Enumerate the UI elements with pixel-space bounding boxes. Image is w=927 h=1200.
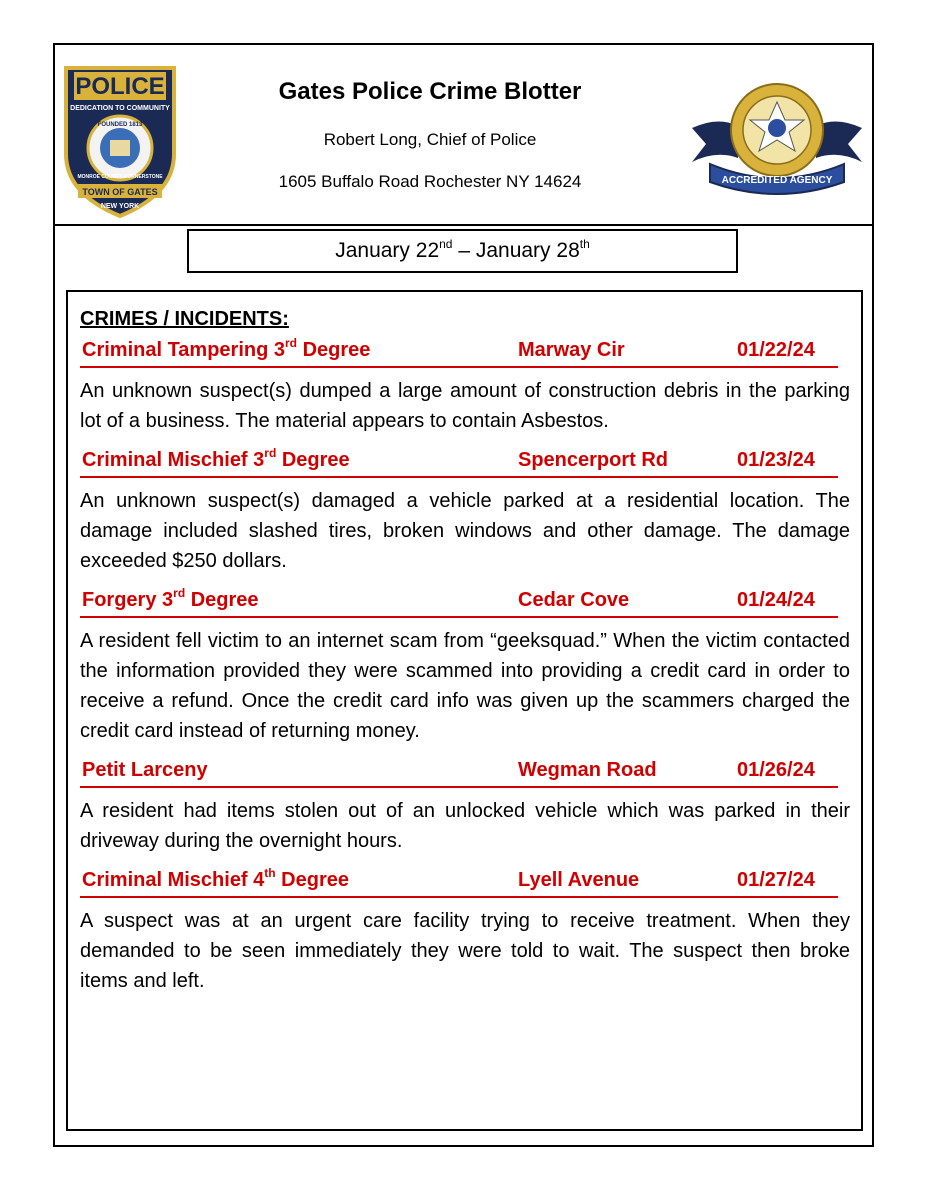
chief-name: Robert Long, Chief of Police — [323, 130, 537, 149]
accreditation-seal-logo — [688, 80, 866, 200]
incident-item — [80, 448, 849, 576]
address: 1605 Buffalo Road Rochester NY 14624 — [278, 172, 582, 191]
badge-founded: FOUNDED 1813 — [97, 122, 143, 128]
police-badge-logo — [60, 62, 180, 220]
badge-state: NEW YORK — [100, 203, 140, 210]
date-end: January 28 — [475, 239, 580, 262]
incident-type: Petit Larceny — [82, 759, 208, 781]
date-end-suffix: th — [579, 237, 590, 251]
incident-item — [80, 588, 849, 746]
date-start: January 22 — [335, 239, 440, 262]
badge-top-text: POLICE — [75, 73, 165, 100]
incident-date: 01/23/24 — [737, 449, 815, 471]
incidents-panel — [66, 290, 863, 1131]
incident-location: Lyell Avenue — [518, 869, 640, 891]
incident-description: A resident had items stolen out of an unlocked vehicle which was parked in their driveway during the overnight hours. — [80, 800, 850, 852]
incident-item — [80, 338, 849, 436]
incident-header — [80, 758, 838, 788]
incident-date: 01/24/24 — [737, 589, 815, 611]
page-title: Gates Police Crime Blotter — [278, 78, 582, 105]
incident-location: Marway Cir — [518, 339, 625, 361]
header-divider — [53, 224, 874, 226]
incident-description: An unknown suspect(s) damaged a vehicle parked at a residential location. The damage included slashed tires, broken windows and other damage. The damage exceeded $250 dollars. — [80, 490, 850, 572]
incident-date: 01/26/24 — [737, 759, 815, 781]
seal-banner-text: ACCREDITED AGENCY — [721, 175, 833, 186]
incident-date: 01/27/24 — [737, 869, 815, 891]
incident-type: Criminal Mischief 4th Degree — [82, 866, 349, 891]
incident-header — [80, 338, 838, 368]
incident-location: Wegman Road — [518, 759, 657, 781]
incident-item — [80, 758, 849, 856]
incident-header — [80, 588, 838, 618]
incident-description: A resident fell victim to an internet scam from “geeksquad.” When the victim contacted the information provided they were scammed into providing a credit card in order to receive a refund. Once the credit card info was given up the scammers charged the credit card instead of returning money. — [80, 630, 850, 742]
date-start-suffix: nd — [439, 237, 453, 251]
date-range — [187, 229, 738, 273]
incident-date: 01/22/24 — [737, 339, 815, 361]
incident-location: Spencerport Rd — [518, 449, 669, 471]
incident-description: An unknown suspect(s) dumped a large amount of construction debris in the parking lot of a business. The material appears to contain Asbestos. — [80, 380, 850, 432]
incident-type: Forgery 3rd Degree — [82, 586, 259, 611]
badge-motto: DEDICATION TO COMMUNITY — [70, 105, 170, 112]
incident-header — [80, 448, 838, 478]
incident-type: Criminal Tampering 3rd Degree — [82, 336, 371, 361]
badge-town: TOWN OF GATES — [82, 187, 158, 197]
incident-description: A suspect was at an urgent care facility trying to receive treatment. When they demanded to be seen immediately they were told to wait. The suspect then broke items and left. — [80, 910, 850, 992]
incident-location: Cedar Cove — [518, 589, 630, 611]
section-title: CRIMES / INCIDENTS: — [80, 308, 289, 330]
incident-type: Criminal Mischief 3rd Degree — [82, 446, 350, 471]
incident-header — [80, 868, 838, 898]
date-separator: – — [452, 239, 476, 262]
badge-county: MONROE COUNTY CORNERSTONE — [77, 174, 163, 180]
incident-item — [80, 868, 849, 996]
